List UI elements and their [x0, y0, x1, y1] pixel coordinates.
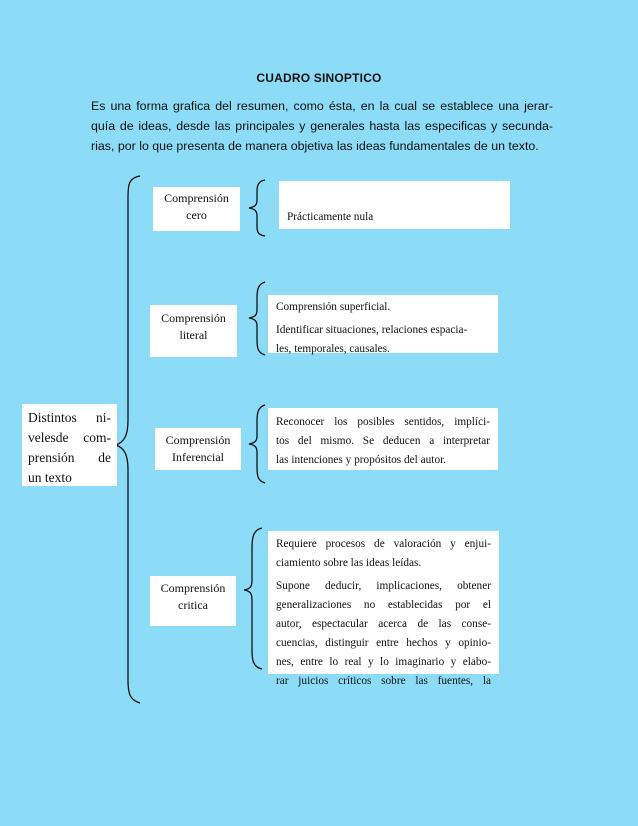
- main-topic-box: [22, 404, 117, 486]
- desc-line: Identificar situaciones, relaciones espacia-: [276, 324, 468, 336]
- desc-box-cero: [279, 181, 510, 229]
- brace-level-literal: [249, 282, 265, 355]
- desc-line: autor, espectacular acerca de las conse-: [276, 618, 491, 630]
- desc-box-literal: [268, 295, 498, 353]
- level-box-literal: [150, 305, 237, 357]
- main-topic-line: un texto: [28, 470, 72, 485]
- page-title: CUADRO SINOPTICO: [256, 71, 382, 85]
- desc-line: las intenciones y propósitos del autor.: [276, 454, 447, 466]
- level-box-cero: [153, 187, 240, 231]
- desc-box-inferencial: [268, 408, 498, 470]
- brace-level-critica: [244, 528, 262, 669]
- desc-line: les, temporales, causales.: [276, 343, 390, 355]
- desc-line: Reconocer los posibles sentidos, implíci-: [276, 416, 490, 428]
- level-name: critica: [178, 598, 208, 612]
- desc-box-critica: [268, 531, 499, 687]
- desc-line: tos del mismo. Se deducen a interpretar: [276, 435, 490, 447]
- desc-line: Comprensión superficial.: [276, 301, 391, 313]
- level-name: cero: [186, 208, 207, 222]
- desc-line: nes, entre lo real y lo imaginario y elabo-: [276, 656, 491, 668]
- level-box-critica: [150, 576, 236, 626]
- level-name: Comprensión: [160, 581, 226, 595]
- intro-line: quía de ideas, desde las principales y generales hasta las especificas y secunda-: [91, 119, 553, 133]
- main-topic-line: velesde com-: [28, 430, 111, 445]
- desc-line: Prácticamente nula: [287, 211, 374, 223]
- intro-line: rias, por lo que presenta de manera objetiva las ideas fundamentales de un texto.: [91, 139, 539, 153]
- level-name: Inferencial: [172, 450, 224, 464]
- desc-line: Requiere procesos de valoración y enjui-: [276, 538, 491, 550]
- desc-line: ciamiento sobre las ideas leídas.: [276, 557, 422, 569]
- main-topic-line: prensión de: [28, 450, 111, 465]
- intro-line: Es una forma grafica del resumen, como ésta, en la cual se establece una jerar-: [91, 99, 553, 113]
- main-topic-line: Distintos ni-: [28, 410, 111, 425]
- level-name: Comprensión: [161, 311, 226, 325]
- brace-level-cero: [249, 180, 265, 236]
- level-name: literal: [179, 328, 208, 342]
- level-name: Comprensión: [165, 433, 231, 447]
- desc-line: rar juicios críticos sobre las fuentes, la: [276, 675, 491, 687]
- level-box-inferencial: [155, 428, 241, 470]
- brace-level-inferencial: [249, 405, 265, 483]
- desc-line: cuencias, distinguir entre hechos y opinio-: [276, 637, 491, 649]
- desc-line: generalizaciones no establecidas por el: [276, 599, 491, 611]
- main-brace: [116, 176, 140, 703]
- desc-line: Supone deducir, implicaciones, obtener: [276, 580, 491, 592]
- level-name: Comprensión: [164, 191, 229, 205]
